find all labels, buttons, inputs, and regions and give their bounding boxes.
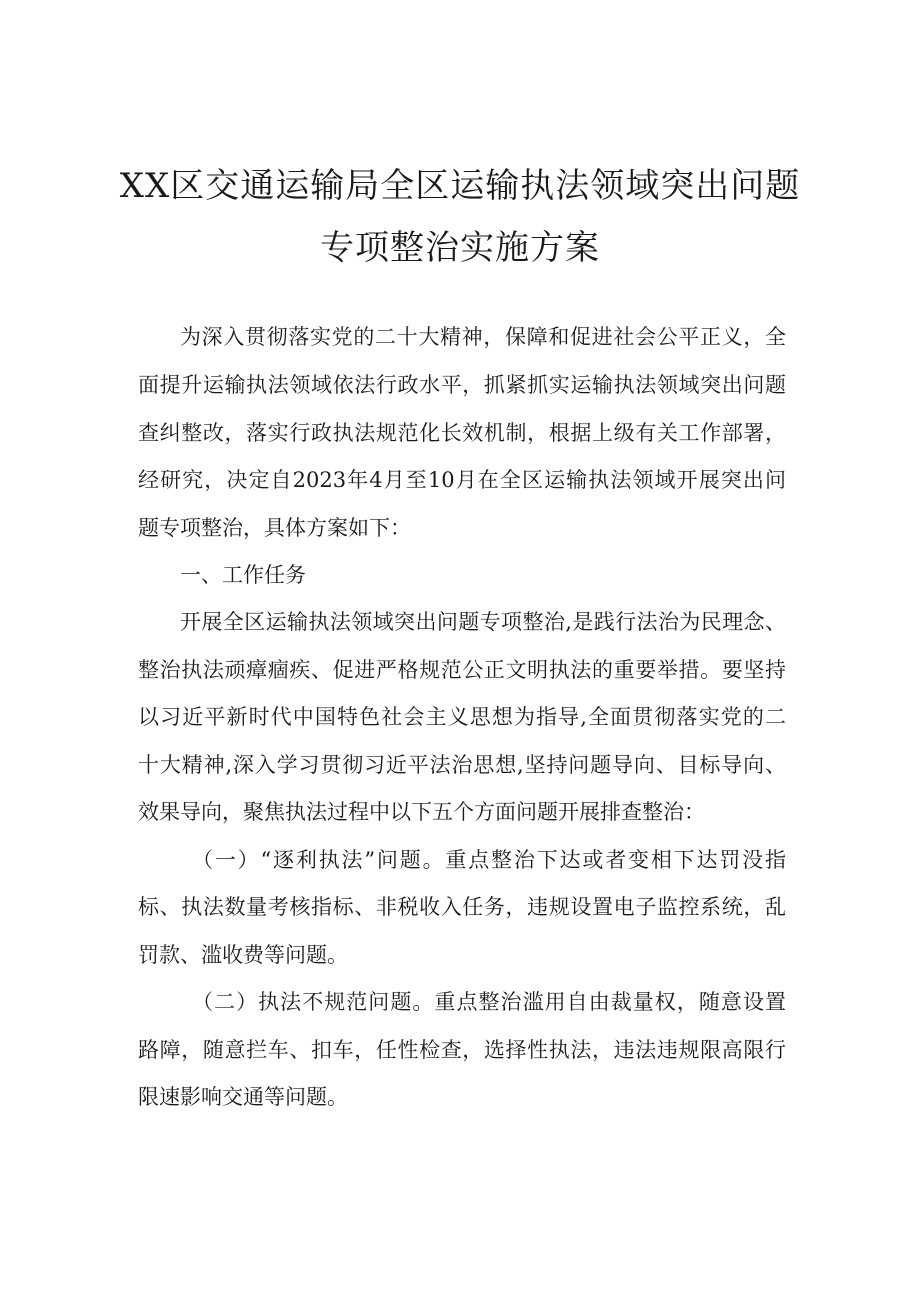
document-title-line-1: XX区交通运输局全区运输执法领域突出问题 (119, 166, 801, 206)
paragraph-line: 路障，随意拦车、扣车，任性检查，选择性执法，违法违规限高限行 (138, 1038, 786, 1062)
paragraph-line: 罚款、滥收费等问题。 (138, 943, 348, 967)
paragraph-line: 为深入贯彻落实党的二十大精神，保障和促进社会公平正义，全 (180, 325, 786, 349)
paragraph-line: 面提升运输执法领域依法行政水平，抓紧抓实运输执法领域突出问题 (138, 373, 786, 397)
paragraph-line: 十大精神,深入学习贯彻习近平法治思想,坚持问题导向、目标导向、 (138, 753, 786, 777)
paragraph-line: 经研究，决定自2023年4月至10月在全区运输执法领域开展突出问 (138, 468, 786, 492)
document-title-line-2: 专项整治实施方案 (320, 228, 600, 268)
paragraph-line: 整治执法顽瘴痼疾、促进严格规范公正文明执法的重要举措。要坚持 (138, 658, 786, 682)
paragraph-line: 开展全区运输执法领域突出问题专项整治,是践行法治为民理念、 (180, 610, 786, 634)
paragraph-line: （二）执法不规范问题。重点整治滥用自由裁量权，随意设置 (192, 990, 786, 1014)
paragraph-line: 标、执法数量考核指标、非税收入任务，违规设置电子监控系统，乱 (138, 895, 786, 919)
section-heading: 一、工作任务 (180, 563, 306, 587)
paragraph-line: 限速影响交通等问题。 (138, 1085, 348, 1109)
paragraph-line: 效果导向，聚焦执法过程中以下五个方面问题开展排查整治： (138, 800, 705, 824)
paragraph-line: 以习近平新时代中国特色社会主义思想为指导,全面贯彻落实党的二 (138, 705, 786, 729)
paragraph-line: 题专项整治，具体方案如下： (138, 516, 411, 540)
paragraph-line: 查纠整改，落实行政执法规范化长效机制，根据上级有关工作部署， (138, 421, 786, 445)
paragraph-line: （一）“逐利执法”问题。重点整治下达或者变相下达罚没指 (192, 848, 786, 872)
